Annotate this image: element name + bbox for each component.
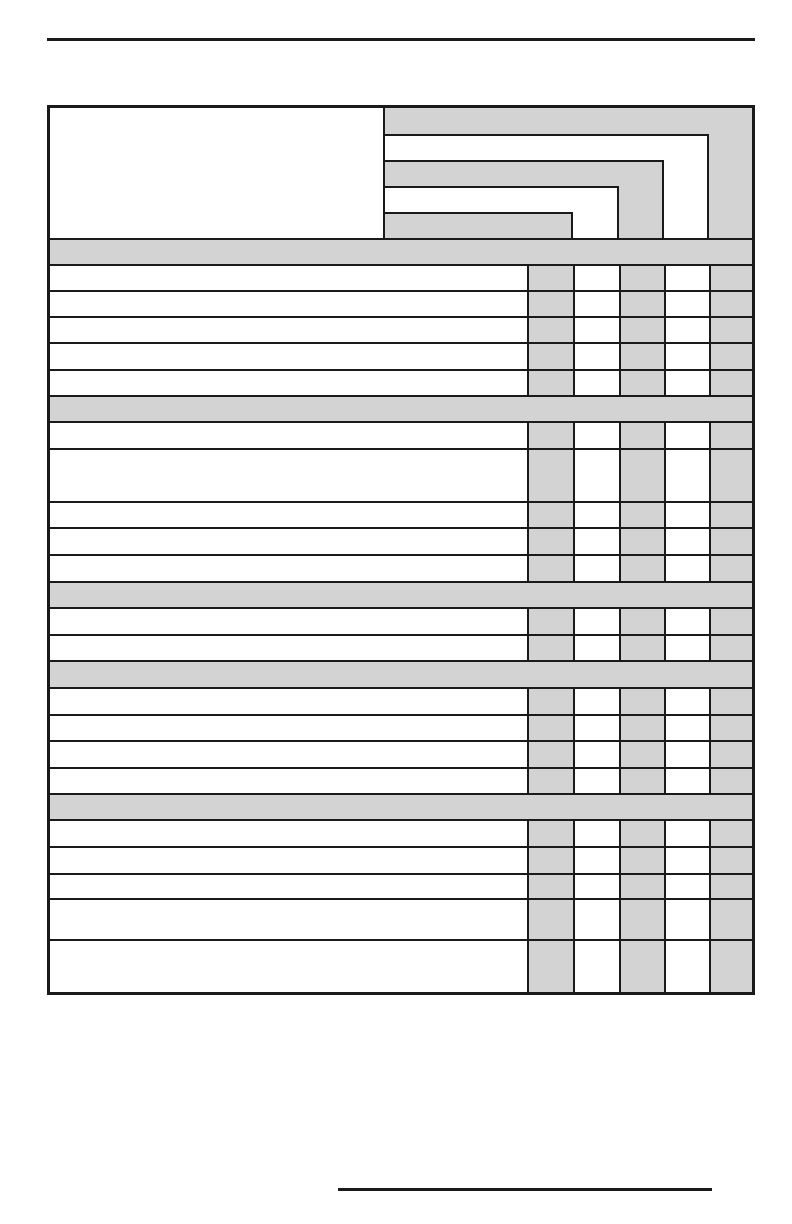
rating-cell xyxy=(619,503,664,527)
form-item-row xyxy=(50,421,752,448)
section-header-row xyxy=(50,793,752,819)
rating-cell xyxy=(619,821,664,846)
rating-cell xyxy=(664,636,709,660)
rating-cell xyxy=(664,344,709,369)
form-item-row xyxy=(50,767,752,793)
header-scale-bar xyxy=(385,212,573,238)
rating-cell xyxy=(619,318,664,342)
form-item-row xyxy=(50,634,752,660)
rating-cell xyxy=(619,941,664,992)
rating-cell xyxy=(527,556,573,581)
rating-cell xyxy=(619,556,664,581)
row-label-cell xyxy=(50,900,527,939)
form-item-row xyxy=(50,342,752,369)
rating-cell xyxy=(664,292,709,316)
row-label-cell xyxy=(50,742,527,767)
form-item-row xyxy=(50,448,752,501)
rating-cell xyxy=(527,344,573,369)
rating-cell xyxy=(709,821,752,846)
rating-cell xyxy=(527,423,573,448)
rating-cell xyxy=(573,742,619,767)
rating-cell xyxy=(573,848,619,873)
rating-cell xyxy=(709,292,752,316)
header-label-cell xyxy=(50,108,383,238)
rating-cell xyxy=(573,503,619,527)
rating-cell xyxy=(619,900,664,939)
rating-cell xyxy=(619,292,664,316)
header-stair xyxy=(383,108,752,238)
rating-cell xyxy=(573,821,619,846)
row-label-cell xyxy=(50,529,527,554)
rating-cell xyxy=(709,716,752,740)
rating-cell xyxy=(664,503,709,527)
rating-cell xyxy=(619,423,664,448)
rating-cell xyxy=(619,266,664,290)
rating-cell xyxy=(527,689,573,714)
section-header-row xyxy=(50,395,752,421)
rating-cell xyxy=(664,689,709,714)
rating-cell xyxy=(527,529,573,554)
rating-cell xyxy=(709,503,752,527)
rating-cell xyxy=(527,292,573,316)
rating-cell xyxy=(619,769,664,793)
form-item-row xyxy=(50,554,752,581)
form-item-row xyxy=(50,898,752,939)
form-item-row xyxy=(50,316,752,342)
rating-cell xyxy=(709,423,752,448)
rating-cell xyxy=(664,716,709,740)
table-header xyxy=(50,108,752,238)
rating-cell xyxy=(527,769,573,793)
rating-cell xyxy=(664,423,709,448)
form-item-row xyxy=(50,290,752,316)
rating-cell xyxy=(527,848,573,873)
rating-cell xyxy=(573,689,619,714)
rating-cell xyxy=(573,423,619,448)
form-item-row xyxy=(50,873,752,898)
rating-cell xyxy=(709,529,752,554)
row-label-cell xyxy=(50,344,527,369)
form-item-row xyxy=(50,369,752,395)
rating-cell xyxy=(573,716,619,740)
rating-cell xyxy=(709,900,752,939)
rating-cell xyxy=(664,450,709,501)
rating-cell xyxy=(619,742,664,767)
rating-cell xyxy=(573,450,619,501)
rating-cell xyxy=(709,450,752,501)
row-label-cell xyxy=(50,266,527,290)
rating-cell xyxy=(709,941,752,992)
rating-cell xyxy=(664,848,709,873)
row-label-cell xyxy=(50,292,527,316)
rating-cell xyxy=(573,900,619,939)
form-item-row xyxy=(50,527,752,554)
row-label-cell xyxy=(50,503,527,527)
rating-cell xyxy=(619,344,664,369)
rating-cell xyxy=(664,529,709,554)
row-label-cell xyxy=(50,423,527,448)
row-label-cell xyxy=(50,450,527,501)
rating-cell xyxy=(527,503,573,527)
rating-cell xyxy=(573,875,619,898)
rating-cell xyxy=(664,742,709,767)
rating-cell xyxy=(664,371,709,395)
row-label-cell xyxy=(50,689,527,714)
row-label-cell xyxy=(50,371,527,395)
section-header-row xyxy=(50,238,752,264)
rating-cell xyxy=(527,742,573,767)
rating-form-table xyxy=(47,105,755,995)
rating-cell xyxy=(664,318,709,342)
row-label-cell xyxy=(50,556,527,581)
rating-cell xyxy=(709,344,752,369)
footer-signature-line xyxy=(338,1188,712,1191)
form-item-row xyxy=(50,846,752,873)
rating-cell xyxy=(664,769,709,793)
rating-cell xyxy=(573,266,619,290)
row-label-cell xyxy=(50,609,527,634)
rating-cell xyxy=(709,556,752,581)
rating-cell xyxy=(527,318,573,342)
rating-cell xyxy=(573,636,619,660)
rating-cell xyxy=(664,941,709,992)
rating-cell xyxy=(709,266,752,290)
row-label-cell xyxy=(50,848,527,873)
rating-cell xyxy=(527,875,573,898)
form-item-row xyxy=(50,501,752,527)
form-item-row xyxy=(50,819,752,846)
row-label-cell xyxy=(50,716,527,740)
rating-cell xyxy=(664,556,709,581)
rating-cell xyxy=(619,609,664,634)
rating-cell xyxy=(573,318,619,342)
rating-cell xyxy=(573,529,619,554)
rating-cell xyxy=(527,821,573,846)
rating-cell xyxy=(573,292,619,316)
rating-cell xyxy=(619,529,664,554)
section-header-row xyxy=(50,660,752,687)
rating-cell xyxy=(527,609,573,634)
row-label-cell xyxy=(50,821,527,846)
rating-cell xyxy=(619,636,664,660)
rating-cell xyxy=(664,266,709,290)
rating-cell xyxy=(573,556,619,581)
rating-cell xyxy=(709,318,752,342)
rating-cell xyxy=(709,689,752,714)
rating-cell xyxy=(709,742,752,767)
rating-cell xyxy=(664,875,709,898)
rating-cell xyxy=(527,636,573,660)
rating-cell xyxy=(527,941,573,992)
form-item-row xyxy=(50,740,752,767)
rating-cell xyxy=(573,344,619,369)
rating-cell xyxy=(619,716,664,740)
rating-cell xyxy=(619,371,664,395)
row-label-cell xyxy=(50,636,527,660)
row-label-cell xyxy=(50,941,527,992)
rating-cell xyxy=(664,609,709,634)
form-item-row xyxy=(50,939,752,992)
rating-cell xyxy=(619,689,664,714)
rating-cell xyxy=(527,266,573,290)
rating-cell xyxy=(527,900,573,939)
row-label-cell xyxy=(50,769,527,793)
section-header-row xyxy=(50,581,752,607)
rating-cell xyxy=(573,609,619,634)
rating-cell xyxy=(709,371,752,395)
rating-cell xyxy=(709,609,752,634)
rating-cell xyxy=(619,875,664,898)
rating-cell xyxy=(527,371,573,395)
form-item-row xyxy=(50,687,752,714)
rating-cell xyxy=(527,450,573,501)
form-item-row xyxy=(50,714,752,740)
rating-cell xyxy=(709,848,752,873)
rating-cell xyxy=(709,769,752,793)
rating-cell xyxy=(664,900,709,939)
rating-cell xyxy=(619,450,664,501)
top-rule xyxy=(47,38,755,41)
rating-cell xyxy=(709,875,752,898)
rating-cell xyxy=(573,371,619,395)
form-item-row xyxy=(50,607,752,634)
rating-cell xyxy=(619,848,664,873)
rating-cell xyxy=(664,821,709,846)
rating-cell xyxy=(527,716,573,740)
form-item-row xyxy=(50,264,752,290)
row-label-cell xyxy=(50,875,527,898)
rating-cell xyxy=(573,941,619,992)
rating-cell xyxy=(573,769,619,793)
rating-cell xyxy=(709,636,752,660)
row-label-cell xyxy=(50,318,527,342)
